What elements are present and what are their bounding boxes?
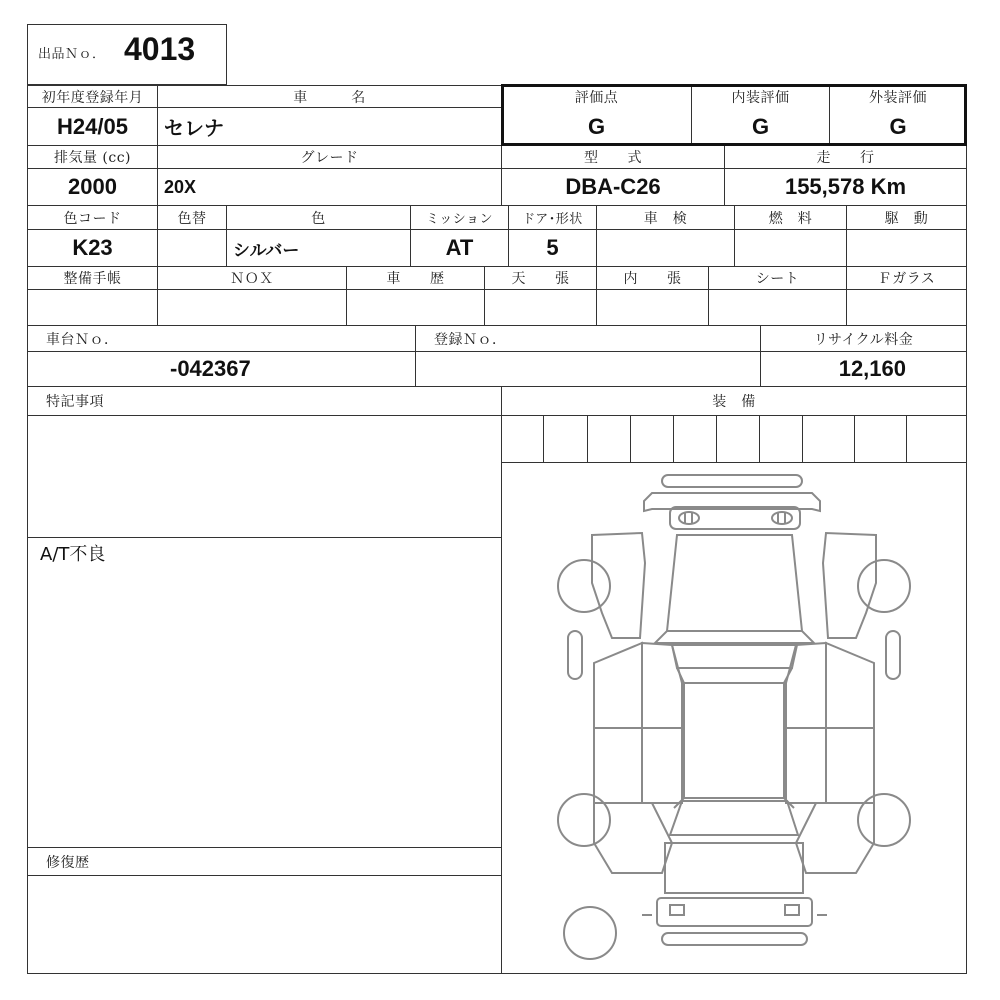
exterior-rating-value: G xyxy=(889,113,907,139)
color-label: 色 xyxy=(311,210,326,227)
drive-label: 駆 動 xyxy=(884,210,929,227)
registration-number-value xyxy=(416,352,760,386)
right-front-fender xyxy=(823,533,876,638)
grade-value: 20X xyxy=(164,176,197,197)
grade-label: グレード xyxy=(300,150,359,166)
right-mirror xyxy=(886,631,900,679)
rear-bumper xyxy=(657,898,812,926)
transmission-value: AT xyxy=(445,235,474,260)
interior-rating-label: 内装評価 xyxy=(731,89,790,106)
registration-number-label: 登録Ｎｏ． xyxy=(434,331,507,348)
left-front-fender xyxy=(592,533,645,638)
headliner-label: 天 張 xyxy=(511,271,570,287)
rear-bumper-bottom xyxy=(662,933,807,945)
chassis-number-value: -042367 xyxy=(170,356,251,381)
left-rear-wheel xyxy=(558,794,610,846)
mileage-label: 走 行 xyxy=(816,150,875,166)
windshield xyxy=(672,645,797,668)
score-value: G xyxy=(587,113,606,139)
model-code-value: DBA-C26 xyxy=(565,174,661,199)
repaint-value xyxy=(158,230,226,266)
color-code-value: K23 xyxy=(72,235,113,260)
mileage-value: 155,578 Km xyxy=(784,174,907,199)
special-notes-text: A/T不良 xyxy=(40,544,106,565)
chassis-number-label: 車台Ｎｏ． xyxy=(46,331,119,348)
drive-value xyxy=(847,230,966,266)
inspection-value xyxy=(597,230,734,266)
front-bumper xyxy=(644,493,820,511)
nox-label: ＮＯＸ xyxy=(230,271,274,287)
equipment-label: 装 備 xyxy=(712,394,756,410)
door-value: 5 xyxy=(546,235,559,260)
recycle-fee-label: リサイクル料金 xyxy=(813,331,914,348)
lot-number-value: 4013 xyxy=(124,31,196,67)
exterior-rating-label: 外装評価 xyxy=(869,89,927,106)
front-glass-label: Ｆガラス xyxy=(877,271,936,287)
car-name-value: セレナ xyxy=(164,118,224,140)
repaint-label: 色替 xyxy=(177,210,207,227)
color-value: シルバー xyxy=(233,240,300,260)
first-registration-value: H24/05 xyxy=(57,113,128,139)
left-tail-light xyxy=(670,905,684,915)
interior-rating-value: G xyxy=(751,113,770,139)
transmission-label: ミッション xyxy=(426,212,493,227)
interior-trim-label: 内 張 xyxy=(623,271,682,287)
model-code-label: 型 式 xyxy=(584,150,642,166)
right-rear-quarter xyxy=(796,803,874,873)
rear-hatch xyxy=(665,843,803,893)
score-label: 評価点 xyxy=(574,89,619,106)
color-code-label: 色コード xyxy=(63,210,122,227)
front-bumper-top xyxy=(662,475,802,487)
displacement-value: 2000 xyxy=(68,174,117,199)
fuel-label: 燃 料 xyxy=(768,210,813,227)
right-rear-wheel xyxy=(858,794,910,846)
roof xyxy=(684,683,784,798)
recycle-fee-value: 12,160 xyxy=(838,356,906,381)
vehicle-history-label: 車 歴 xyxy=(386,271,445,287)
maintenance-book-label: 整備手帳 xyxy=(63,271,122,287)
left-rear-quarter xyxy=(594,803,672,873)
hood xyxy=(667,535,802,631)
car-damage-diagram xyxy=(502,463,966,973)
left-front-wheel xyxy=(558,560,610,612)
seat-label: シート xyxy=(755,271,800,287)
left-headlight xyxy=(679,512,699,524)
displacement-label: 排気量 (cc) xyxy=(53,150,132,166)
first-registration-label: 初年度登録年月 xyxy=(41,89,144,106)
rear-window xyxy=(670,801,798,835)
spare-wheel xyxy=(564,907,616,959)
right-tail-light xyxy=(785,905,799,915)
repair-history-label: 修復歴 xyxy=(46,854,90,871)
lot-number-label: 出品Ｎｏ． xyxy=(38,47,106,62)
door-label: ドア･形状 xyxy=(522,212,583,227)
car-name-label: 車 名 xyxy=(293,89,366,106)
front-grille xyxy=(670,507,800,529)
left-side-panel xyxy=(594,643,642,803)
right-side-panel xyxy=(826,643,874,803)
fuel-value xyxy=(735,230,846,266)
right-front-wheel xyxy=(858,560,910,612)
right-headlight xyxy=(772,512,792,524)
lot-number-box xyxy=(27,24,227,85)
left-mirror xyxy=(568,631,582,679)
special-notes-label: 特記事項 xyxy=(46,394,104,410)
inspection-label: 車 検 xyxy=(643,210,688,227)
